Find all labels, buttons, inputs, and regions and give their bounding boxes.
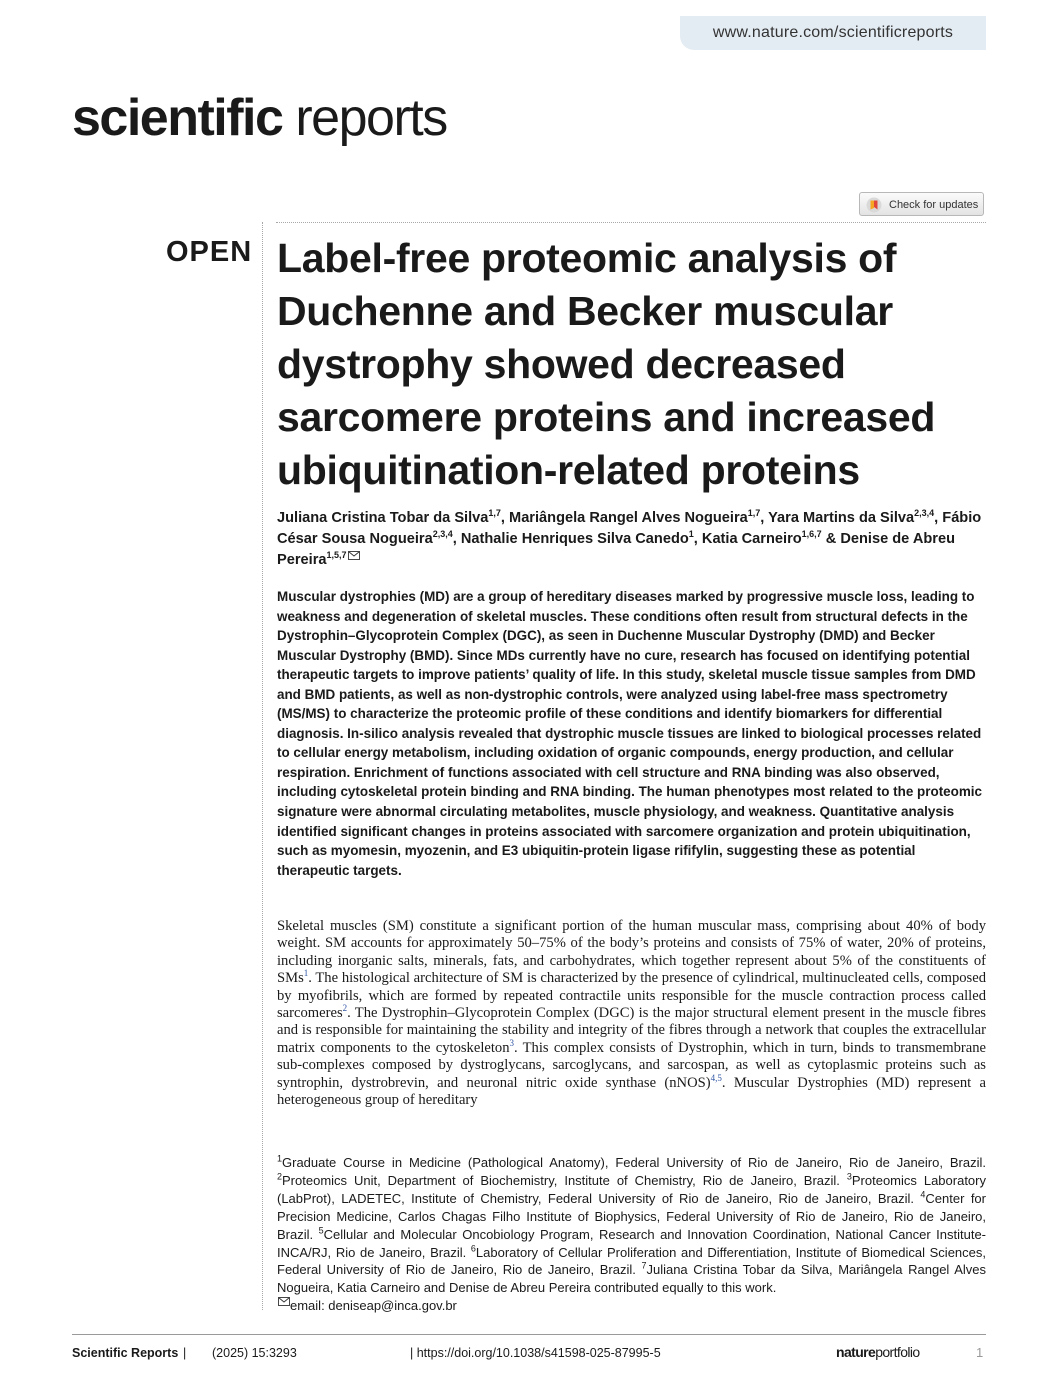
body-text-run: Skeletal muscles (SM) constitute a significant portion of the human muscular mass, comprising about 40% of body weight. SM accounts for approximately 50–75% of the body’s proteins and consists of 75% of water, 20% of proteins, including inorganic salts, minerals, fats, and carbohydrates, which together represent about 5% of the constituents of SMs [277, 918, 986, 987]
author-affiliation: 1 [688, 529, 694, 540]
author-separator: , [760, 510, 769, 526]
journal-logo-bold: scientific [72, 89, 283, 147]
body-text-run: . The histological architecture of SM is characterized by the presence of cylindrical, multinucleated cells, composed by myofibrils, which are formed by repeated contractile units responsible for the muscle contraction process called sarcomeres [277, 970, 986, 1022]
footer-volume: (2025) 15:3293 [212, 1346, 297, 1360]
body-text-run: . This complex consists of Dystrophin, which in turn, binds to transmembrane sub-complexes composed by dystroglycans, sarcoglycans, and sarcospan, as well as cytoplasmic proteins such as syntrophin, dystrobrevin, and neuronal nitric oxide synthase (nNOS) [277, 1039, 987, 1091]
body-text-run: . Muscular Dystrophies (MD) represent a heterogeneous group of hereditary [277, 1074, 986, 1109]
citation-ref[interactable]: 1 [303, 968, 309, 979]
body-text-run: . The Dystrophin–Glycoprotein Complex (DGC) is the major structural element present in the muscle fibres and is responsible for maintaining the stability and integrity of the fibres through a network that couples the extracellular matrix components to the cytoskeleton [277, 1005, 986, 1056]
divider-vertical [262, 222, 263, 1310]
affiliation-text: Center for Precision Medicine, Carlos Chagas Filho Institute of Biophysics, Federal University of Rio de Janeiro, Rio de Janeiro, Brazil. [277, 1190, 986, 1242]
author-name: Mariângela Rangel Alves Nogueira [509, 510, 748, 526]
author-affiliation: 2,3,4 [432, 529, 453, 540]
affiliation-text: Graduate Course in Medicine (Pathological Anatomy), Federal University of Rio de Janeiro, Rio de Janeiro, Brazil. [282, 1155, 986, 1170]
author-name: Nathalie Henriques Silva Canedo [460, 531, 689, 547]
author-separator: , [934, 510, 943, 526]
check-for-updates-label: Check for updates [889, 199, 979, 211]
journal-logo-regular: reports [282, 89, 447, 147]
nature-portfolio-logo [836, 1344, 920, 1360]
author-separator: , [500, 510, 510, 526]
journal-url[interactable]: www.nature.com/scientificreports [680, 16, 986, 50]
corresponding-email[interactable]: email: deniseap@inca.gov.br [290, 1298, 457, 1314]
affiliation-number: 2 [277, 1171, 283, 1182]
author-affiliation: 2,3,4 [914, 508, 935, 519]
article-title: Label-free proteomic analysis of Duchenne and Becker muscular dystrophy showed decreased sarcomere proteins and increased ubiquitination-related proteins [277, 235, 936, 493]
author-list [277, 508, 992, 571]
affiliation-number: 5 [318, 1225, 324, 1236]
author-separator: , [693, 531, 702, 547]
affiliation-text: Cellular and Molecular Oncobiology Program, Research and Innovation Coordination, National Cancer Institute- INCA/RJ, Rio de Janeiro, Brazil. [277, 1226, 987, 1260]
author-name: Fábio César Sousa Nogueira [277, 510, 982, 547]
affiliation-number: 1 [277, 1153, 283, 1164]
affiliation-text: Proteomics Unit, Department of Biochemistry, Institute of Chemistry, Rio de Janeiro, Brazil. [282, 1172, 847, 1188]
citation-ref[interactable]: 3 [509, 1037, 515, 1048]
author-separator: , [452, 531, 461, 547]
body-paragraph [277, 918, 986, 1109]
author-name: Katia Carneiro [701, 531, 802, 547]
affiliation-number: 4 [920, 1189, 926, 1200]
citation-ref[interactable]: 4,5 [710, 1072, 722, 1083]
footer-rule [72, 1334, 986, 1335]
envelope-icon[interactable] [348, 551, 360, 560]
page-number: 1 [976, 1345, 984, 1360]
author-name: Juliana Cristina Tobar da Silva [277, 510, 489, 526]
citation-ref[interactable]: 2 [342, 1003, 348, 1014]
affiliation-number: 7 [641, 1261, 647, 1272]
envelope-icon [278, 1297, 290, 1306]
affiliation-text: Juliana Cristina Tobar da Silva, Mariângela Rangel Alves Nogueira, Katia Carneiro and Denise de Abreu Pereira contributed equally to this work. [277, 1262, 986, 1296]
author-affiliation: 1,5,7 [326, 550, 347, 561]
footer-journal-name: Scientific Reports [72, 1346, 179, 1360]
affiliation-number: 3 [846, 1171, 852, 1182]
affiliations [277, 1154, 986, 1315]
brand-regular: portfolio [875, 1344, 920, 1360]
affiliation-text: Laboratory of Cellular Proliferation and Differentiation, Institute of Biomedical Sciences, Federal University of Rio de Janeiro, Rio de Janeiro, Brazil. [277, 1244, 986, 1278]
author-name: Denise de Abreu Pereira [277, 531, 955, 568]
footer-separator: | [183, 1346, 187, 1360]
affiliation-number: 6 [470, 1243, 476, 1254]
open-access-label: OPEN [166, 236, 253, 268]
author-separator: & [821, 531, 841, 547]
abstract: Muscular dystrophies (MD) are a group of hereditary diseases marked by progressive muscle loss, leading to weakness and degeneration of skeletal muscles. These conditions often result from structural defects in the Dystrophin–Glycoprotein Complex (DGC), as seen in Duchenne Muscular Dystrophy (DMD) and Becker Muscular Dystrophy (BMD). Since MDs currently have no cure, research has focused on identifying potential therapeutic targets to improve patients’ quality of life. In this study, skeletal muscle tissue samples from DMD and BMD patients, as well as non-dystrophic controls, were analyzed using label-free mass spectrometry (MS/MS) to characterize the proteomic profile of these conditions and identify biomarkers for differential diagnosis. In-silico analysis revealed that dystrophic muscle tissues are linked to biological processes related to cellular energy metabolism, including oxidation of organic compounds, energy production, and cellular respiration. Enrichment of functions associated with cell structure and RNA binding was also observed, including cytoskeletal protein binding and RNA binding. The human phenotypes most related to the proteomic signature were abnormal circulating metabolites, muscle physiology, and weakness. Quantitative analysis identified significant changes in proteins associated with sarcomere organization and protein ubiquitination, such as myomesin, myozenin, and E3 ubiquitin-protein ligase rififylin, suggesting these as potential therapeutic targets. [277, 589, 983, 878]
author-name: Yara Martins da Silva [768, 510, 915, 526]
brand-bold: nature [836, 1344, 876, 1360]
check-for-updates-button[interactable] [859, 192, 984, 216]
author-affiliation: 1,7 [747, 508, 761, 519]
journal-logo [72, 88, 447, 148]
footer-doi-link[interactable]: | https://doi.org/10.1038/s41598-025-87995-5 [410, 1346, 661, 1360]
author-affiliation: 1,6,7 [801, 529, 822, 540]
author-affiliation: 1,7 [488, 508, 501, 519]
divider-horizontal [276, 222, 986, 223]
affiliation-text: Proteomics Laboratory (LabProt), LADETEC, Institute of Chemistry, Federal University of Rio de Janeiro, Rio de Janeiro, Brazil. [277, 1172, 986, 1206]
crossmark-icon [866, 197, 882, 213]
